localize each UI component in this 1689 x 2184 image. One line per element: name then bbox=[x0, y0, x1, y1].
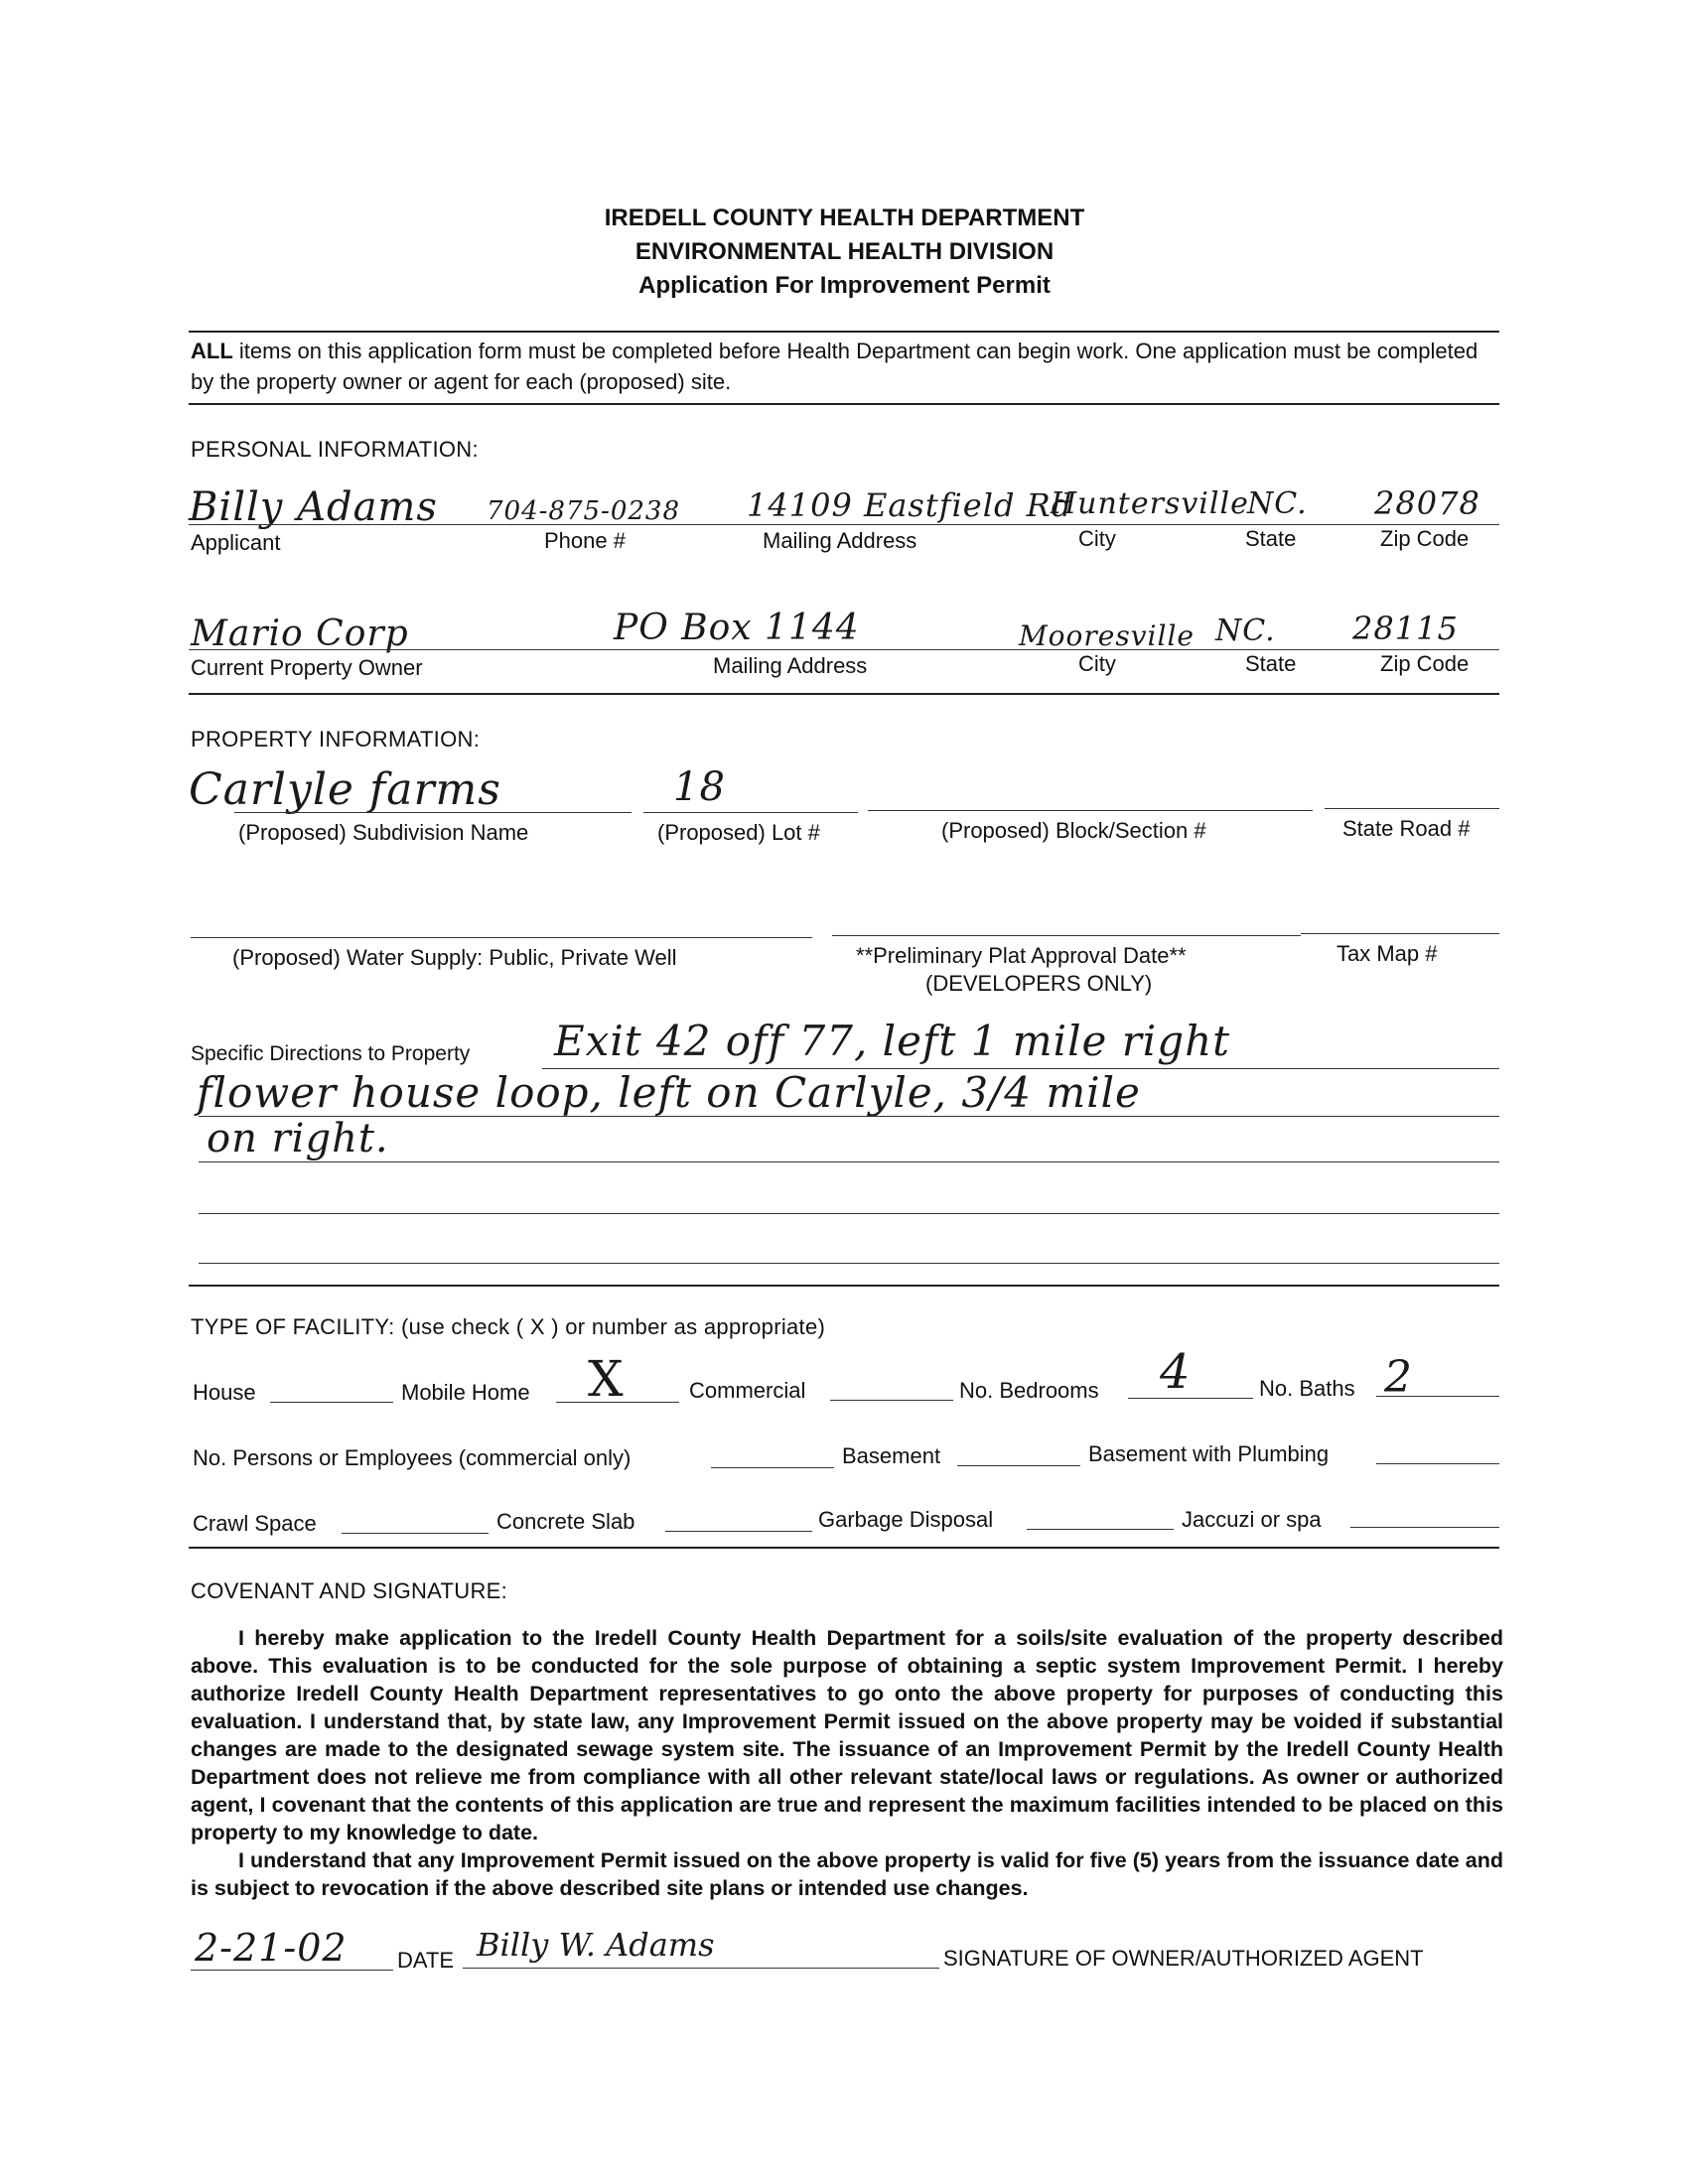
house-field bbox=[270, 1402, 393, 1403]
block-label: (Proposed) Block/Section # bbox=[941, 818, 1206, 843]
owner-zip-value[interactable]: 28115 bbox=[1352, 610, 1459, 647]
basement-field bbox=[957, 1465, 1080, 1466]
covenant-paragraph-2: I understand that any Improvement Permit issued on the above property is valid for five (5) years from the issuance date and is subject to revocation if the above described site plans or intended use changes. bbox=[191, 1848, 1503, 1900]
baths-value[interactable]: 2 bbox=[1384, 1352, 1413, 1403]
state-value[interactable]: NC. bbox=[1247, 486, 1308, 521]
city-label: City bbox=[1078, 526, 1116, 551]
owner-label: Current Property Owner bbox=[191, 655, 423, 680]
bedrooms-label: No. Bedrooms bbox=[959, 1378, 1099, 1403]
plat-sub-label: (DEVELOPERS ONLY) bbox=[925, 971, 1153, 996]
directions-line-1[interactable]: Exit 42 off 77, left 1 mile right bbox=[554, 1017, 1231, 1065]
signature-line bbox=[463, 1968, 939, 1969]
plat-label: **Preliminary Plat Approval Date** bbox=[856, 943, 1187, 968]
directions-rule-3 bbox=[199, 1161, 1499, 1162]
water-line bbox=[191, 937, 812, 938]
zip-label: Zip Code bbox=[1380, 526, 1470, 551]
lot-value[interactable]: 18 bbox=[673, 764, 726, 810]
lot-label: (Proposed) Lot # bbox=[657, 820, 820, 845]
jacuzzi-label: Jaccuzi or spa bbox=[1182, 1507, 1322, 1532]
owner-line bbox=[189, 649, 1499, 650]
intro-bold-lead: ALL bbox=[191, 339, 233, 363]
facility-divider bbox=[189, 1547, 1499, 1549]
mobile-label: Mobile Home bbox=[401, 1380, 530, 1405]
bedrooms-value[interactable]: 4 bbox=[1160, 1344, 1192, 1400]
persons-field bbox=[711, 1467, 834, 1468]
owner-state-value[interactable]: NC. bbox=[1215, 614, 1276, 648]
zip-value[interactable]: 28078 bbox=[1374, 484, 1480, 522]
plat-line bbox=[832, 935, 1301, 936]
header-divider bbox=[189, 331, 1499, 333]
personal-heading: PERSONAL INFORMATION: bbox=[191, 437, 479, 462]
directions-line-2[interactable]: flower house loop, left on Carlyle, 3/4 mile bbox=[197, 1068, 1141, 1117]
basement-plumb-label: Basement with Plumbing bbox=[1088, 1441, 1330, 1466]
crawl-field bbox=[342, 1533, 489, 1534]
intro-rest: items on this application form must be completed before Health Department can begin work. One application must be completed by the property owner or agent for each (proposed) site. bbox=[191, 339, 1478, 394]
date-value[interactable]: 2-21-02 bbox=[195, 1926, 348, 1970]
signature-value[interactable]: Billy W. Adams bbox=[477, 1926, 715, 1964]
mailing-label: Mailing Address bbox=[763, 528, 917, 553]
road-line bbox=[1325, 808, 1499, 809]
covenant-heading: COVENANT AND SIGNATURE: bbox=[191, 1578, 508, 1603]
covenant-paragraph-1: I hereby make application to the Iredell County Health Department for a soils/site evaluation of the property described above. This evaluation is to be conducted for the sole purpose of obtaining a septic system Improvement Permit. I hereby authorize Iredell County Health Department representatives to go onto the above property for purposes of conducting this evaluation. I understand that, by state law, any Improvement Permit issued on the above property may be voided if substantial changes are made to the designated sewage system site. The issuance of an Improvement Permit by the Iredell County Health Department does not relieve me from compliance with all other relevant state/local laws or regulations. As owner or authorized agent, I covenant that the contents of this application are true and represent the maximum facilities intended to be placed on this property to my knowledge to date. bbox=[191, 1626, 1503, 1844]
owner-value[interactable]: Mario Corp bbox=[191, 614, 409, 654]
directions-rule-4 bbox=[199, 1213, 1499, 1214]
applicant-label: Applicant bbox=[191, 530, 281, 555]
facility-heading: TYPE OF FACILITY: (use check ( X ) or number as appropriate) bbox=[191, 1314, 826, 1339]
owner-state-label: State bbox=[1245, 651, 1297, 676]
basement-plumb-field bbox=[1376, 1463, 1499, 1464]
commercial-field bbox=[830, 1400, 953, 1401]
taxmap-label: Tax Map # bbox=[1337, 941, 1438, 966]
signature-label: SIGNATURE OF OWNER/AUTHORIZED AGENT bbox=[943, 1946, 1424, 1971]
directions-rule-5 bbox=[199, 1263, 1499, 1264]
header-line-1: IREDELL COUNTY HEALTH DEPARTMENT bbox=[604, 205, 1085, 231]
subdivision-label: (Proposed) Subdivision Name bbox=[238, 820, 529, 845]
directions-line-3[interactable]: on right. bbox=[207, 1116, 389, 1161]
owner-city-value[interactable]: Mooresville bbox=[1019, 619, 1195, 652]
commercial-label: Commercial bbox=[689, 1378, 806, 1403]
crawl-label: Crawl Space bbox=[193, 1511, 317, 1536]
personal-divider bbox=[189, 693, 1499, 695]
phone-label: Phone # bbox=[544, 528, 626, 553]
property-divider bbox=[189, 1285, 1499, 1287]
slab-field bbox=[665, 1531, 812, 1532]
slab-label: Concrete Slab bbox=[496, 1509, 635, 1534]
water-label: (Proposed) Water Supply: Public, Private Well bbox=[232, 945, 677, 970]
date-label: DATE bbox=[397, 1948, 455, 1973]
directions-rule-2 bbox=[199, 1116, 1499, 1117]
jacuzzi-field bbox=[1350, 1527, 1499, 1528]
owner-city-label: City bbox=[1078, 651, 1116, 676]
state-label: State bbox=[1245, 526, 1297, 551]
taxmap-line bbox=[1301, 933, 1499, 934]
mobile-value[interactable]: X bbox=[588, 1350, 625, 1408]
phone-value[interactable]: 704-875-0238 bbox=[487, 496, 680, 526]
garbage-field bbox=[1027, 1529, 1174, 1530]
covenant-text bbox=[191, 1624, 1503, 1902]
city-value[interactable]: Huntersville bbox=[1051, 486, 1249, 521]
owner-zip-label: Zip Code bbox=[1380, 651, 1470, 676]
baths-label: No. Baths bbox=[1259, 1376, 1355, 1401]
garbage-label: Garbage Disposal bbox=[818, 1507, 994, 1532]
basement-label: Basement bbox=[842, 1443, 941, 1468]
date-line bbox=[191, 1970, 393, 1971]
persons-label: No. Persons or Employees (commercial only) bbox=[193, 1445, 632, 1470]
owner-mailing-value[interactable]: PO Box 1144 bbox=[614, 608, 860, 648]
property-heading: PROPERTY INFORMATION: bbox=[191, 727, 481, 751]
mailing-value[interactable]: 14109 Eastfield Rd bbox=[747, 486, 1073, 524]
intro-text bbox=[191, 336, 1503, 397]
owner-mailing-label: Mailing Address bbox=[713, 653, 868, 678]
road-label: State Road # bbox=[1342, 816, 1471, 841]
header-line-2: ENVIRONMENTAL HEALTH DIVISION bbox=[634, 238, 1055, 265]
header-line-3: Application For Improvement Permit bbox=[638, 272, 1051, 299]
lot-line bbox=[643, 812, 858, 813]
applicant-value[interactable]: Billy Adams bbox=[189, 484, 438, 530]
directions-label: Specific Directions to Property bbox=[191, 1042, 471, 1065]
applicant-line bbox=[189, 524, 1499, 525]
block-line bbox=[868, 810, 1313, 811]
subdivision-value[interactable]: Carlyle farms bbox=[189, 764, 501, 815]
subdivision-line bbox=[234, 812, 632, 813]
intro-divider bbox=[189, 403, 1499, 405]
house-label: House bbox=[193, 1380, 256, 1405]
